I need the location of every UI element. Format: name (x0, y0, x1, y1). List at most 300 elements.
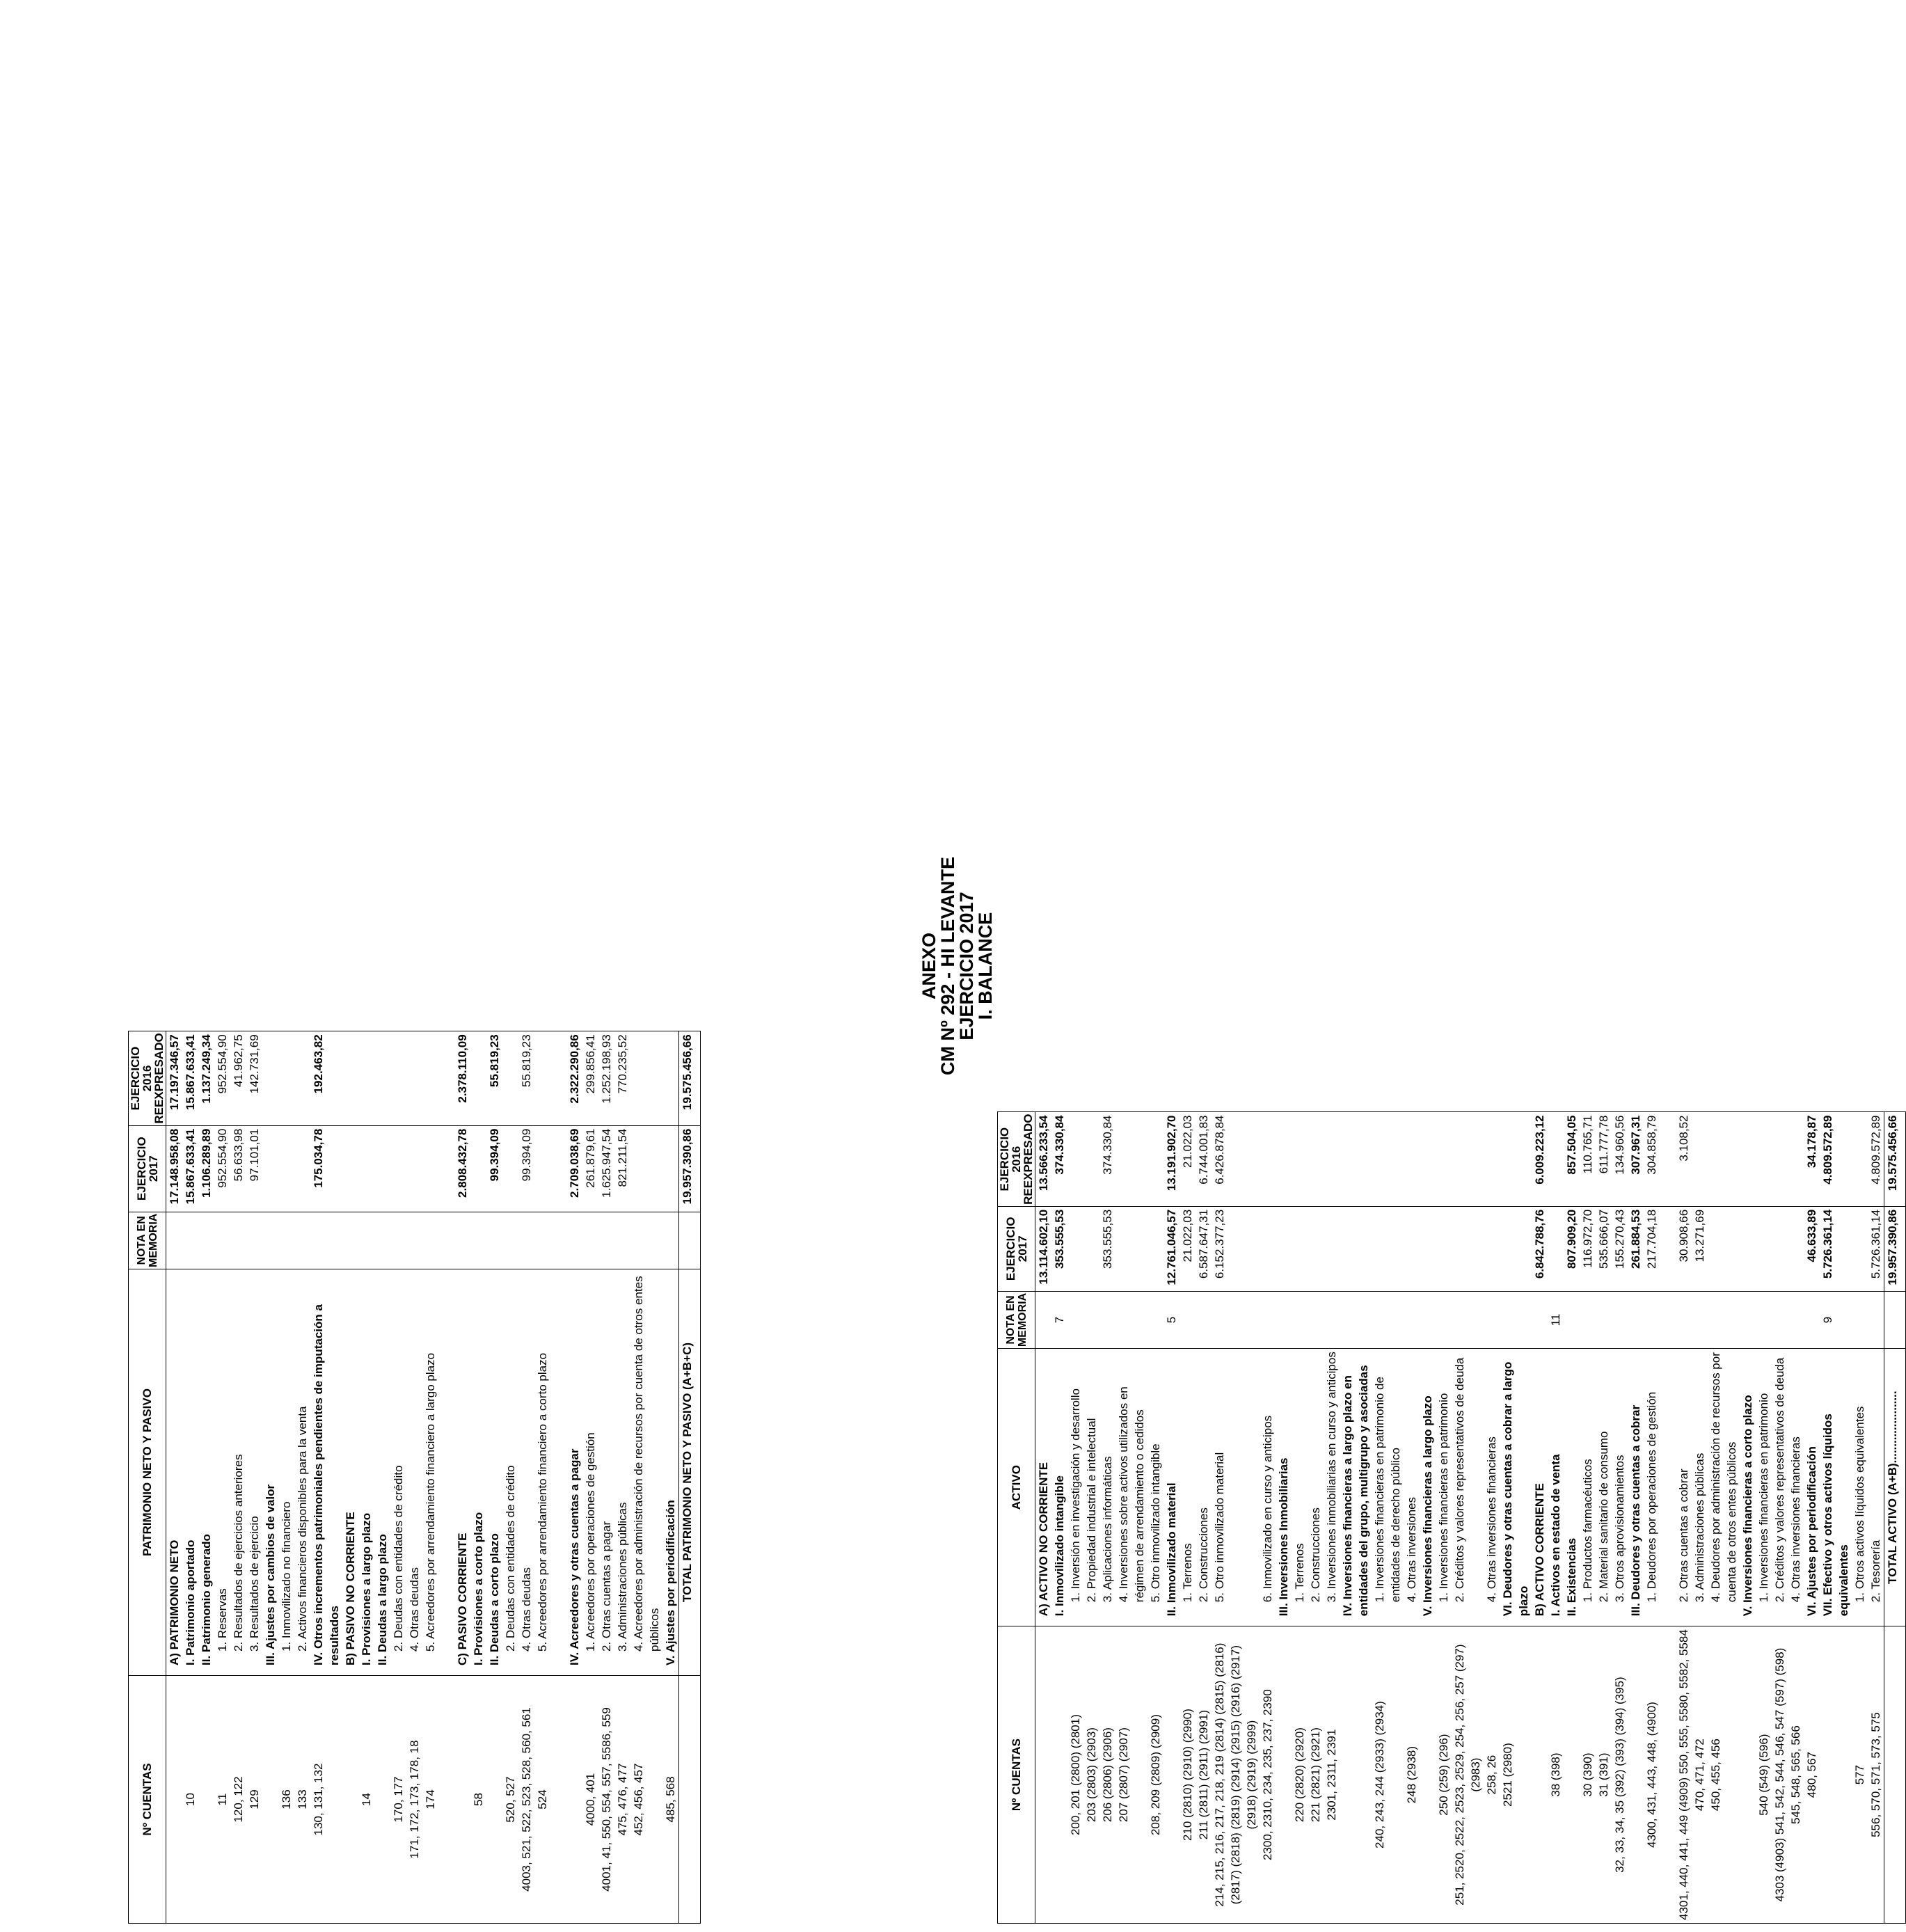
activo-cuentas-cell: 248 (2938) (1405, 1745, 1418, 1804)
activo-ej2016-cell (1147, 1115, 1164, 1203)
activo-nota-cell (1196, 1294, 1212, 1345)
activo-ej2016-cell (1852, 1115, 1868, 1203)
pasivo-concepto-cell: 3. Resultados de ejercicio (248, 1516, 261, 1652)
activo-nota-cell: 5 (1165, 1316, 1178, 1324)
pasivo-cuentas-cell: 524 (536, 1789, 549, 1810)
pasivo-cuentas-cell: 136 (280, 1789, 293, 1810)
pasivo-nota-cell (342, 1215, 358, 1266)
pasivo-ej2017-cell (630, 1129, 662, 1209)
pasivo-ej2016-cell (534, 1034, 566, 1122)
activo-concepto-cell: 4. Otras inversiones financieras (1485, 1436, 1498, 1603)
activo-ej2016-cell: 110.765,71 (1581, 1115, 1594, 1174)
pasivo-ej2017-cell: 99.394,09 (520, 1128, 533, 1182)
activo-ej2017-cell (1147, 1210, 1164, 1288)
activo-cuentas-cell (1740, 1629, 1756, 1920)
activo-ej2017-cell (1500, 1210, 1532, 1288)
pasivo-nota-cell (278, 1215, 294, 1266)
pasivo-ej2016-cell: 770.235,52 (616, 1034, 629, 1094)
pasivo-ej2016-cell (262, 1034, 278, 1122)
activo-ej2017-column (1035, 1206, 1884, 1291)
activo-ej2017-cell (1340, 1210, 1372, 1288)
activo-nota-cell (1099, 1294, 1115, 1345)
activo-ej2017-cell (1484, 1210, 1500, 1288)
pasivo-cuentas-cell: 10 (184, 1793, 197, 1806)
pasivo-nota-cell (630, 1215, 662, 1266)
activo-cuentas-cell: 545, 548, 565, 566 (1789, 1725, 1802, 1824)
activo-nota-cell (1772, 1294, 1788, 1345)
activo-ej2017-cell (1372, 1210, 1404, 1288)
pasivo-total-nota (679, 1212, 701, 1269)
pasivo-concepto-cell: 1. Acreedores por operaciones de gestión (584, 1432, 597, 1652)
activo-cuentas-cell: 251, 2520, 2522, 2523, 2529, 254, 256, 257 (297) (2983) (1453, 1644, 1482, 1906)
activo-concepto-cell: VI. Deudores y otras cuentas a cobrar a largo plazo (1501, 1361, 1530, 1617)
activo-concepto-cell: 1. Inversiones financieras en patrimonio de entidades de derecho público (1373, 1377, 1402, 1603)
activo-concepto-cell: 6. Inmovilizado en curso y anticipos (1261, 1415, 1274, 1603)
pasivo-nota-cell (566, 1215, 582, 1266)
pasivo-ej2016-cell: 55.819,23 (488, 1034, 501, 1087)
year-title: EJERCICIO 2017 (956, 892, 977, 1040)
activo-concepto-cell: 1. Terrenos (1293, 1543, 1306, 1603)
pasivo-cuentas-cell (198, 1679, 214, 1920)
activo-concepto-cell: III. Deudores y otras cuentas a cobrar (1629, 1404, 1642, 1617)
activo-ej2016-cell (1372, 1115, 1404, 1203)
pasivo-cuentas-column (166, 1676, 679, 1924)
pasivo-ej2016-cell (662, 1034, 678, 1122)
activo-nota-cell (1756, 1294, 1772, 1345)
pasivo-nota-cell (294, 1215, 310, 1266)
activo-concepto-cell: 1. Terrenos (1181, 1543, 1194, 1603)
activo-cuentas-cell: 200, 201 (2800) (2801) (1069, 1714, 1082, 1836)
pasivo-ej2016-cell: 55.819,23 (520, 1034, 533, 1087)
pasivo-ej2017-cell (534, 1129, 566, 1209)
activo-ej2017-cell: 155.270,43 (1613, 1209, 1626, 1269)
pasivo-concepto-cell: 2. Activos financieros disponibles para la venta (296, 1406, 309, 1652)
activo-nota-cell (1180, 1294, 1196, 1345)
activo-concepto-cell: 3. Administraciones públicas (1693, 1452, 1706, 1603)
activo-cuentas-cell: 2521 (2980) (1501, 1743, 1514, 1807)
activo-nota-cell (1372, 1294, 1404, 1345)
pasivo-ej2017-cell: 175.034,78 (312, 1128, 325, 1188)
pasivo-ej2017-cell: 2.808.432,78 (456, 1128, 469, 1198)
pasivo-cuentas-cell: 4001, 41, 550, 554, 557, 5586, 559 (600, 1707, 613, 1892)
activo-ej2016-cell: 6.744.001,83 (1197, 1115, 1210, 1185)
activo-nota-cell: 7 (1053, 1316, 1066, 1324)
activo-ej2016-cell (1740, 1115, 1756, 1203)
activo-ej2017-cell: 535.666,07 (1597, 1209, 1610, 1269)
activo-table (997, 1111, 1906, 1924)
activo-ej2016-cell (1340, 1115, 1372, 1203)
pasivo-cuentas-cell: 129 (248, 1789, 261, 1810)
pasivo-ej2016-cell: 299.856,41 (584, 1034, 597, 1094)
pasivo-cuentas-cell: 475, 476, 477 (616, 1763, 629, 1836)
activo-ej2017-cell: 353.555,53 (1053, 1209, 1066, 1269)
activo-nota-cell (1436, 1294, 1452, 1345)
pasivo-ej2016-cell: 1.137.249,34 (200, 1034, 213, 1104)
pasivo-concepto-cell: A) PATRIMONIO NETO (168, 1539, 181, 1665)
pasivo-cuentas-cell: 130, 131, 132 (312, 1763, 325, 1836)
activo-ej2017-cell: 5.726.361,14 (1821, 1209, 1834, 1279)
activo-cuentas-cell: 2301, 2311, 2391 (1325, 1729, 1338, 1821)
activo-concepto-cell: 1. Inversión en investigación y desarrollo (1069, 1388, 1082, 1603)
pasivo-ej2017-cell (470, 1129, 486, 1209)
activo-ej2017-cell (1756, 1210, 1772, 1288)
pasivo-ej2016-cell: 2.322.290,86 (568, 1034, 581, 1104)
pasivo-ej2016-cell: 15.867.633,41 (184, 1034, 197, 1111)
pasivo-concepto-cell: I. Patrimonio aportado (184, 1539, 197, 1665)
pasivo-ej2016-cell: 17.197.346,57 (168, 1034, 181, 1111)
pasivo-nota-cell (502, 1215, 518, 1266)
activo-ej2016-cell: 34.178,87 (1805, 1115, 1818, 1169)
activo-cuentas-cell: 540 (549) (596) (1757, 1734, 1770, 1816)
activo-ej2017-cell: 6.587.647,31 (1197, 1209, 1210, 1279)
activo-ej2017-cell: 46.633,89 (1805, 1209, 1818, 1262)
activo-cuentas-cell: 220 (2820) (2920) (1293, 1727, 1306, 1823)
pasivo-concepto-cell: 2. Deudas con entidades de crédito (392, 1465, 405, 1652)
activo-concepto-cell: 2. Construcciones (1309, 1507, 1322, 1603)
total-pasivo-2017: 19.957.390,86 (679, 1125, 701, 1212)
activo-nota-cell (1692, 1294, 1708, 1345)
pasivo-ej2016-cell: 1.252.198,93 (600, 1034, 613, 1104)
activo-nota-cell (1628, 1294, 1644, 1345)
activo-ej2016-cell: 6.426.878,84 (1213, 1115, 1226, 1185)
activo-ej2017-cell (1115, 1210, 1147, 1288)
activo-nota-column (1035, 1291, 1884, 1348)
activo-cuentas-cell (1035, 1629, 1051, 1920)
activo-ej2016-cell (1115, 1115, 1147, 1203)
activo-ej2017-cell (1708, 1210, 1740, 1288)
activo-cuentas-cell: 208, 209 (2809) (2909) (1149, 1714, 1162, 1836)
activo-ej2016-cell: 21.022,03 (1181, 1115, 1194, 1169)
activo-ej2017-cell: 6.842.788,76 (1533, 1209, 1546, 1279)
pasivo-concepto-cell: IV. Otros incrementos patrimoniales pendientes de imputación a resultados (312, 1304, 341, 1665)
activo-cuentas-cell: 214, 215, 216, 217, 218, 219 (2814) (2815) (2816) (2817) (2818) (2819) (2914) (2915) (2916) (2917) (2918) (2919) (2999) (1213, 1642, 1258, 1907)
pasivo-nota-cell (454, 1215, 470, 1266)
activo-ej2017-cell: 21.022,03 (1181, 1209, 1194, 1262)
pasivo-ej2017-cell (374, 1129, 390, 1209)
pasivo-concepto-cell: II. Deudas a largo plazo (376, 1534, 389, 1665)
pasivo-concepto-cell: 1. Inmovilizado no financiero (280, 1501, 293, 1652)
activo-ej2017-cell: 807.909,20 (1565, 1209, 1578, 1269)
pasivo-cuentas-cell: 58 (472, 1793, 485, 1806)
activo-nota-cell (1212, 1294, 1260, 1345)
activo-ej2017-cell (1067, 1210, 1083, 1288)
pasivo-ej2017-cell (422, 1129, 454, 1209)
activo-cuentas-cell: 210 (2810) (2910) (2990) (1181, 1709, 1194, 1842)
pasivo-ej2016-column (166, 1031, 679, 1125)
activo-concepto-cell: III. Inversiones Inmobiliarias (1277, 1457, 1290, 1617)
activo-cuentas-cell: 4301, 440, 441, 449 (4909) 550, 555, 5580, 5582, 5584 (1677, 1629, 1690, 1920)
pasivo-ej2016-cell (374, 1034, 390, 1122)
activo-header-nota: NOTA EN MEMORIA (998, 1291, 1035, 1348)
activo-cuentas-cell: 470, 471, 472 (1693, 1739, 1706, 1812)
pasivo-nota-cell (598, 1215, 614, 1266)
total-activo-2017: 19.957.390,86 (1884, 1206, 1906, 1291)
activo-ej2017-cell: 13.271,69 (1693, 1209, 1706, 1262)
activo-nota-cell (1083, 1294, 1099, 1345)
activo-header-ej2016: EJERCICIO 2016 REEXPRESADO (998, 1112, 1035, 1206)
activo-ej2016-cell (1260, 1115, 1276, 1203)
activo-concepto-cell: 3. Aplicaciones informáticas (1101, 1456, 1114, 1603)
total-activo-2016: 19.575.456,66 (1884, 1112, 1906, 1206)
activo-ej2016-cell (1308, 1115, 1324, 1203)
pasivo-ej2017-cell (662, 1129, 678, 1209)
pasivo-header-concepto: PATRIMONIO NETO Y PASIVO (129, 1269, 166, 1676)
activo-ej2017-cell: 261.884,53 (1629, 1209, 1642, 1269)
activo-ej2017-cell (1404, 1210, 1420, 1288)
activo-nota-cell (1788, 1294, 1804, 1345)
activo-ej2016-cell (1484, 1115, 1500, 1203)
pasivo-nota-cell (246, 1215, 262, 1266)
activo-cuentas-cell: 4300, 431, 443, 448, (4900) (1645, 1702, 1658, 1848)
activo-nota-cell (1404, 1294, 1420, 1345)
pasivo-nota-cell (230, 1215, 246, 1266)
pasivo-cuentas-cell (262, 1679, 278, 1920)
activo-ej2016-cell: 3.108,52 (1677, 1115, 1690, 1162)
total-pasivo-2016: 19.575.456,66 (679, 1031, 701, 1125)
pasivo-nota-cell (182, 1215, 198, 1266)
pasivo-cuentas-cell: 520, 527 (504, 1776, 517, 1823)
pasivo-nota-cell (214, 1215, 230, 1266)
pasivo-ej2017-cell: 99.394,09 (488, 1128, 501, 1182)
activo-ej2016-cell (1404, 1115, 1420, 1203)
pasivo-ej2017-column (166, 1125, 679, 1212)
pasivo-cuentas-cell: 120, 122 (232, 1776, 245, 1823)
pasivo-cuentas-cell: 170, 177 (392, 1776, 405, 1823)
pasivo-cuentas-cell: 4003, 521, 522, 523, 528, 560, 561 (520, 1707, 533, 1892)
activo-nota-cell (1532, 1294, 1548, 1345)
activo-nota-cell (1500, 1294, 1532, 1345)
activo-ej2016-cell: 134.960,56 (1613, 1115, 1626, 1175)
activo-concepto-cell: 2. Propiedad industrial e intelectual (1085, 1418, 1098, 1603)
pasivo-header-nota: NOTA EN MEMORIA (129, 1212, 166, 1269)
activo-concepto-cell: B) ACTIVO CORRIENTE (1533, 1483, 1546, 1617)
activo-concepto-cell: 1. Otros activos líquidos equivalentes (1853, 1406, 1866, 1603)
pasivo-concepto-cell: 2. Otras cuentas a pagar (600, 1521, 613, 1652)
pasivo-cuentas-cell: 4000, 401 (584, 1773, 597, 1826)
activo-ej2016-cell (1276, 1115, 1292, 1203)
pasivo-concepto-cell: II. Patrimonio generado (200, 1534, 213, 1665)
activo-nota-cell (1740, 1294, 1756, 1345)
activo-cuentas-cell (1420, 1629, 1436, 1920)
activo-concepto-cell: 2. Créditos y valores representativos de deuda (1773, 1357, 1786, 1603)
activo-ej2016-cell (1067, 1115, 1083, 1203)
activo-concepto-column (1035, 1349, 1884, 1626)
pasivo-ej2016-cell (278, 1034, 294, 1122)
total-pasivo-label: TOTAL PATRIMONIO NETO Y PASIVO (A+B+C) (679, 1269, 701, 1676)
pasivo-ej2017-cell (502, 1129, 518, 1209)
pasivo-ej2017-cell: 17.148.958,08 (168, 1128, 181, 1205)
pasivo-concepto-cell: II. Deudas a corto plazo (488, 1533, 501, 1665)
activo-ej2017-cell (1324, 1210, 1340, 1288)
activo-nota-cell (1484, 1294, 1500, 1345)
pasivo-concepto-cell: 4. Otras deudas (408, 1567, 421, 1652)
activo-concepto-cell: 2. Material sanitario de consumo (1597, 1431, 1610, 1603)
pasivo-nota-cell (262, 1215, 278, 1266)
pasivo-cuentas-cell: 485, 568 (664, 1776, 677, 1823)
pasivo-ej2017-cell (406, 1129, 422, 1209)
activo-ej2016-cell: 304.858,79 (1645, 1115, 1658, 1175)
activo-concepto-cell: 2. Construcciones (1197, 1507, 1210, 1603)
pasivo-nota-cell (614, 1215, 630, 1266)
pasivo-ej2016-cell (390, 1034, 406, 1122)
activo-cuentas-cell (1340, 1629, 1372, 1920)
activo-ej2016-cell: 374.330,84 (1053, 1115, 1066, 1175)
pasivo-concepto-cell: 5. Acreedores por arrendamiento financiero a corto plazo (536, 1352, 549, 1652)
pasivo-ej2017-cell (294, 1129, 310, 1209)
pasivo-concepto-cell: 4. Acreedores por administración de recursos por cuenta de otros entes públicos (632, 1276, 661, 1652)
activo-concepto-cell: I. Inmovilizado intangible (1053, 1475, 1066, 1617)
pasivo-ej2017-cell: 952.554,90 (216, 1128, 229, 1188)
activo-ej2016-cell (1083, 1115, 1099, 1203)
pasivo-header-ej2016: EJERCICIO 2016 REEXPRESADO (129, 1031, 166, 1125)
pasivo-ej2016-cell (630, 1034, 662, 1122)
activo-ej2016-cell (1420, 1115, 1436, 1203)
activo-ej2016-cell (1500, 1115, 1532, 1203)
activo-cuentas-cell: 32, 33, 34, 35 (392) (393) (394) (395) (1613, 1677, 1626, 1873)
activo-nota-cell (1276, 1294, 1292, 1345)
pasivo-ej2017-cell (390, 1129, 406, 1209)
pasivo-concepto-cell: 1. Reservas (216, 1588, 229, 1652)
activo-ej2016-cell (1548, 1115, 1564, 1203)
total-activo-label: TOTAL ACTIVO (A+B)...................... (1884, 1349, 1906, 1626)
pasivo-concepto-cell: 4. Otras deudas (520, 1567, 533, 1652)
activo-ej2017-cell: 13.114.602,10 (1037, 1209, 1050, 1285)
activo-concepto-cell: V. Inversiones financieras a corto plazo (1741, 1395, 1754, 1617)
activo-cuentas-cell (1276, 1629, 1292, 1920)
activo-concepto-cell: 3. Inversiones inmobiliarias en curso y anticipos (1325, 1352, 1338, 1603)
pasivo-ej2016-cell: 2.378.110,09 (456, 1034, 469, 1103)
activo-cuentas-cell: 240, 243, 244 (2933) (2934) (1373, 1701, 1386, 1848)
pasivo-ej2016-cell (502, 1034, 518, 1122)
pasivo-concepto-column (166, 1269, 679, 1676)
activo-ej2016-cell: 13.566.233,54 (1037, 1115, 1050, 1191)
activo-cuentas-column (1035, 1626, 1884, 1924)
pasivo-nota-cell (486, 1215, 502, 1266)
activo-ej2016-cell: 307.967,31 (1629, 1115, 1642, 1175)
activo-cuentas-cell: 556, 570, 571, 573, 575 (1869, 1712, 1882, 1837)
pasivo-cuentas-cell (454, 1679, 470, 1920)
activo-cuentas-cell: 207 (2807) (2907) (1117, 1727, 1130, 1823)
activo-nota-cell (1804, 1294, 1820, 1345)
pasivo-ej2016-cell: 192.463,82 (312, 1034, 325, 1094)
activo-nota-cell (1340, 1294, 1372, 1345)
pasivo-cuentas-cell (374, 1679, 390, 1920)
activo-total-blank (1884, 1626, 1906, 1924)
activo-cuentas-cell: 203 (2803) (2903) (1085, 1727, 1098, 1823)
pasivo-nota-cell (582, 1215, 598, 1266)
activo-header-concepto: ACTIVO (998, 1349, 1035, 1626)
activo-ej2017-cell: 30.908,66 (1677, 1209, 1690, 1262)
activo-ej2016-cell (1692, 1115, 1708, 1203)
pasivo-ej2017-cell: 1.106.289,89 (200, 1128, 213, 1198)
pasivo-nota-cell (198, 1215, 214, 1266)
activo-ej2016-column (1035, 1112, 1884, 1206)
activo-concepto-cell: 2. Créditos y valores representativos de deuda (1453, 1357, 1466, 1603)
activo-concepto-cell: IV. Inversiones financieras a largo plazo en entidades del grupo, multigrupo y asociadas (1341, 1365, 1370, 1617)
activo-ej2017-cell: 12.761.046,57 (1165, 1209, 1178, 1285)
activo-ej2017-cell (1083, 1210, 1099, 1288)
activo-nota-cell (1596, 1294, 1612, 1345)
activo-cuentas-cell: 31 (391) (1597, 1752, 1610, 1797)
activo-ej2017-cell: 217.704,18 (1645, 1209, 1658, 1269)
activo-cuentas-cell: 2300, 2310, 234, 235, 237, 2390 (1261, 1689, 1274, 1860)
activo-cuentas-cell: 480, 567 (1805, 1752, 1818, 1798)
pasivo-ej2016-cell: 952.554,90 (216, 1034, 229, 1094)
pasivo-concepto-cell: 3. Administraciones públicas (616, 1502, 629, 1652)
activo-concepto-cell: 2. Otras cuentas a cobrar (1677, 1468, 1690, 1603)
activo-ej2017-cell (1548, 1210, 1564, 1288)
pasivo-table (128, 1031, 701, 1924)
activo-concepto-cell: 5. Otro inmovilizado material (1213, 1452, 1226, 1603)
activo-ej2017-cell (1292, 1210, 1308, 1288)
pasivo-cuentas-cell (566, 1679, 582, 1920)
activo-ej2017-cell: 6.152.377,23 (1213, 1209, 1226, 1279)
pasivo-ej2016-cell (470, 1034, 486, 1122)
pasivo-ej2016-cell (406, 1034, 422, 1122)
pasivo-nota-cell (470, 1215, 486, 1266)
activo-ej2016-cell: 4.809.572,89 (1869, 1115, 1882, 1185)
pasivo-cuentas-cell: 11 (216, 1793, 229, 1806)
activo-concepto-cell: 3. Otros aprovisionamientos (1613, 1455, 1626, 1603)
activo-nota-cell (1420, 1294, 1436, 1345)
activo-nota-cell (1612, 1294, 1628, 1345)
activo-ej2016-cell (1708, 1115, 1740, 1203)
pasivo-concepto-cell: 5. Acreedores por arrendamiento financiero a largo plazo (424, 1352, 437, 1652)
activo-cuentas-cell: 258, 26 (1485, 1755, 1498, 1795)
activo-concepto-cell: II. Inmovilizado material (1165, 1482, 1178, 1617)
pasivo-ej2017-cell: 15.867.633,41 (184, 1128, 197, 1205)
pasivo-total-blank (679, 1676, 701, 1924)
pasivo-nota-cell (422, 1215, 454, 1266)
pasivo-cuentas-cell: 14 (360, 1793, 373, 1806)
annex-title: ANEXO (919, 932, 939, 1000)
pasivo-concepto-cell: I. Provisiones a corto plazo (472, 1512, 485, 1665)
pasivo-concepto-cell: 2. Deudas con entidades de crédito (504, 1465, 517, 1652)
pasivo-cuentas-cell: 171, 172, 173, 178, 18 (408, 1740, 421, 1859)
activo-ej2017-cell (1276, 1210, 1292, 1288)
activo-ej2017-cell (1740, 1210, 1756, 1288)
activo-nota-cell (1035, 1294, 1051, 1345)
activo-ej2016-cell: 6.009.223,12 (1533, 1115, 1546, 1185)
activo-total-nota (1884, 1291, 1906, 1348)
activo-nota-cell (1115, 1294, 1147, 1345)
activo-cuentas-cell: 4303 (4903) 541, 542, 544, 546, 547 (597) (598) (1773, 1647, 1786, 1902)
pasivo-ej2017-cell: 821.211,54 (616, 1128, 629, 1187)
pasivo-nota-cell (166, 1215, 182, 1266)
pasivo-cuentas-cell (166, 1679, 182, 1920)
activo-concepto-cell: A) ACTIVO NO CORRIENTE (1037, 1462, 1050, 1617)
activo-ej2017-cell (1852, 1210, 1868, 1288)
activo-cuentas-cell: 250 (259) (296) (1437, 1734, 1450, 1816)
pasivo-nota-cell (534, 1215, 566, 1266)
pasivo-concepto-cell: 2. Resultados de ejercicios anteriores (232, 1454, 245, 1652)
pasivo-concepto-cell: I. Provisiones a largo plazo (360, 1512, 373, 1665)
pasivo-cuentas-cell: 174 (424, 1789, 437, 1810)
activo-nota-cell (1580, 1294, 1596, 1345)
activo-ej2017-cell (1772, 1210, 1788, 1288)
activo-ej2016-cell (1788, 1115, 1804, 1203)
activo-ej2016-cell: 13.191.902,70 (1165, 1115, 1178, 1191)
activo-cuentas-cell: 206 (2806) (2906) (1101, 1727, 1114, 1823)
pasivo-ej2016-cell: 41.962,75 (232, 1034, 245, 1087)
activo-nota-cell (1676, 1294, 1692, 1345)
entity-title: CM Nº 292 - HI LEVANTE (937, 857, 958, 1075)
activo-ej2016-cell (1436, 1115, 1452, 1203)
activo-nota-cell (1324, 1294, 1340, 1345)
pasivo-cuentas-cell (486, 1679, 502, 1920)
activo-nota-cell (1067, 1294, 1083, 1345)
activo-concepto-cell: 5. Otro inmovilizado intangible (1149, 1443, 1162, 1603)
